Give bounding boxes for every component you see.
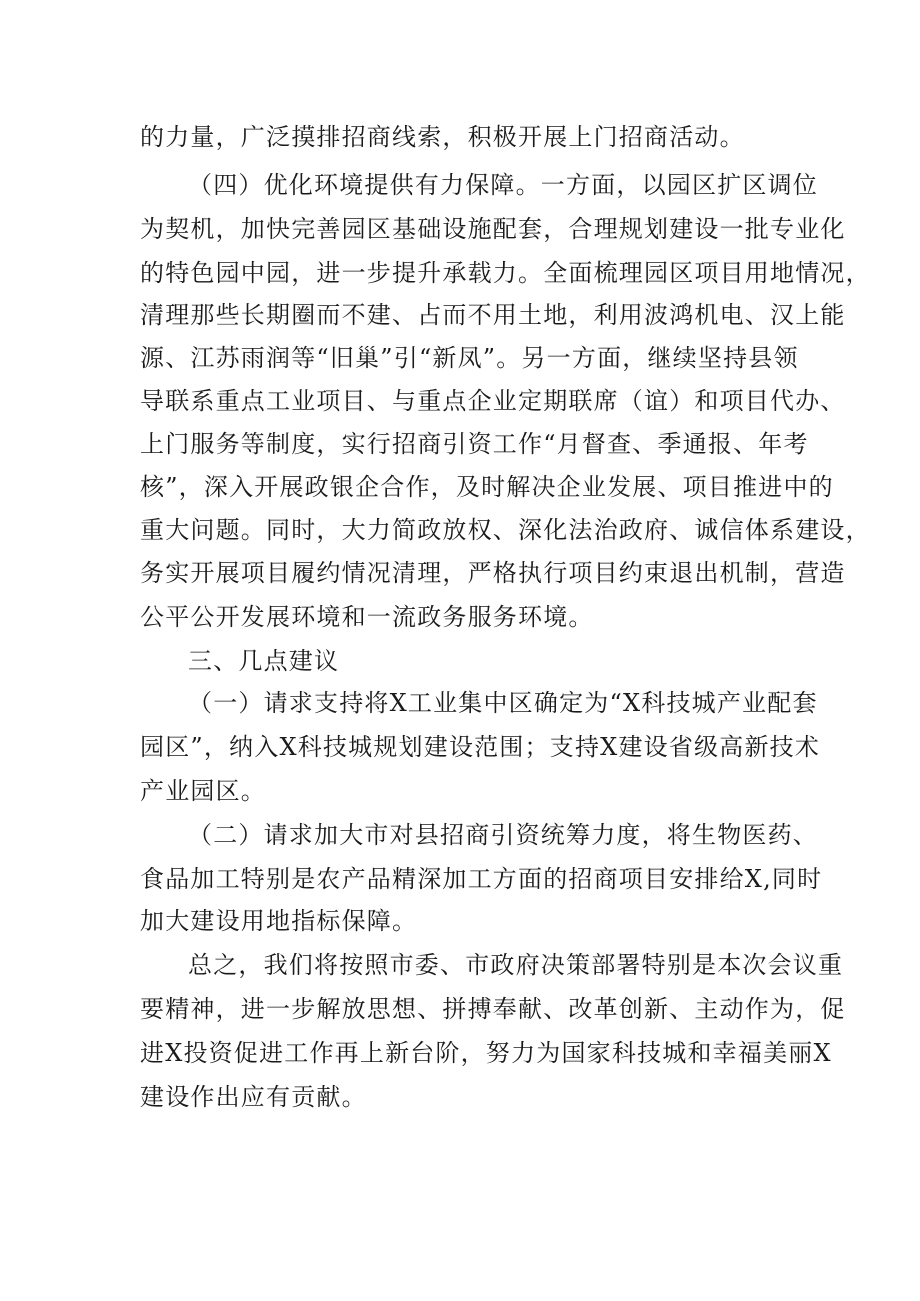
text-line: 进X投资促进工作再上新台阶，努力为国家科技城和幸福美丽X — [140, 1039, 832, 1067]
section-heading: 三、几点建议 — [188, 647, 340, 675]
text-line: （一）请求支持将X工业集中区确定为“X科技城产业配套 — [188, 689, 818, 717]
text-line: 重大问题。同时，大力简政放权、深化法治政府、诚信体系建设， — [140, 516, 871, 544]
text-line: 要精神，进一步解放思想、拼搏奉献、改革创新、主动作为，促 — [140, 995, 846, 1023]
text-line: 核”，深入开展政银企合作，及时解决企业发展、项目推进中的 — [140, 473, 834, 501]
text-line: 导联系重点工业项目、与重点企业定期联席（谊）和项目代办、 — [140, 387, 846, 415]
text-line: 产业园区。 — [140, 777, 266, 805]
text-line: 公平公开发展环境和一流政务服务环境。 — [140, 603, 594, 631]
text-line: 清理那些长期圈而不建、占而不用土地，利用波鸿机电、汉上能 — [140, 301, 846, 329]
text-line: 为契机，加快完善园区基础设施配套，合理规划建设一批专业化 — [140, 215, 846, 243]
text-line: 务实开展项目履约情况清理，严格执行项目约束退出机制，营造 — [140, 559, 846, 587]
text-line: 建设作出应有贡献。 — [140, 1083, 367, 1111]
text-line: 加大建设用地指标保障。 — [140, 907, 418, 935]
text-line: （四）优化环境提供有力保障。一方面，以园区扩区调位 — [188, 171, 818, 199]
text-line: 上门服务等制度，实行招商引资工作“月督查、季通报、年考 — [140, 430, 809, 458]
text-line: 园区”，纳入X科技城规划建设范围；支持X建设省级高新技术 — [140, 733, 821, 761]
text-line: 的力量，广泛摸排招商线索，积极开展上门招商活动。 — [140, 123, 745, 151]
text-line: 的特色园中园，进一步提升承载力。全面梳理园区项目用地情况， — [140, 259, 871, 287]
text-line: 源、江苏雨润等“旧巢”引“新凤”。另一方面，继续坚持县领 — [140, 344, 799, 372]
text-line: （二）请求加大市对县招商引资统筹力度，将生物医药、 — [188, 821, 818, 849]
text-line: 总之，我们将按照市委、市政府决策部署特别是本次会议重 — [188, 951, 844, 979]
text-line: 食品加工特别是农产品精深加工方面的招商项目安排给X,同时 — [140, 865, 823, 893]
